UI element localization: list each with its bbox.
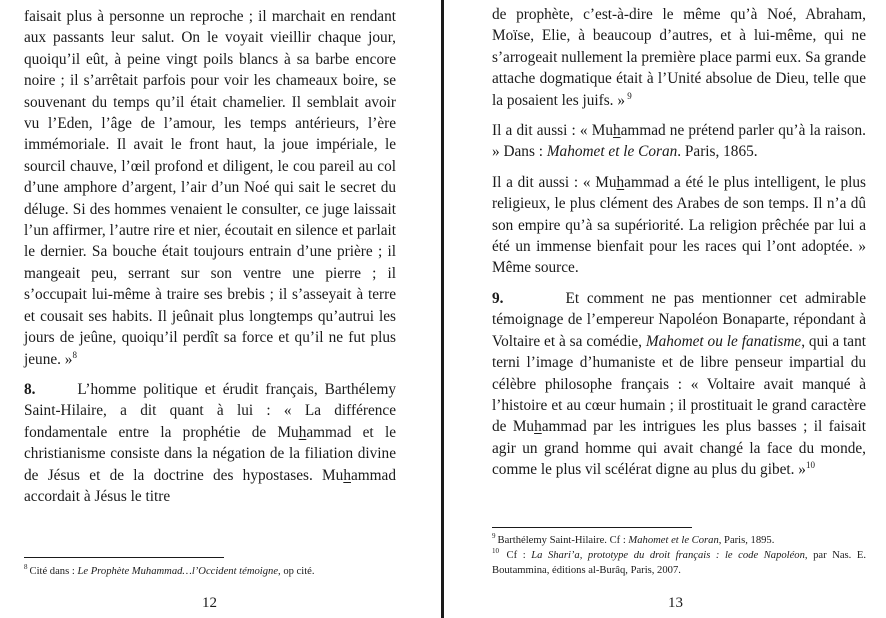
underlined-letter: h — [616, 173, 625, 191]
left-page — [0, 0, 442, 618]
text-run: faisait plus à personne un reproche ; il marchait en rendant aux passants leur salut. On le voyait vieillir chaque jour, quoiqu’il eût, à peine vingt poils blancs à sa barbe encore noire ; il s’arrêtait parfois pour voir les chameaux boire, se souvenant du temps qu’il était chamelier. Il semblait avoir vu l’Eden, l’âge de l’amour, les temps antérieurs, l’ère immémoriale. Il avait le front haut, la joue impériale, le sourcil chauve, l’œil profond et diligent, le cou pareil au col d’une amphore d’argent, l’air d’un Noé qui sait le secret du déluge. Si des hommes venaient le consulter, ce juge laissait l’un affirmer, l’autre rire et nier, écoutait en silence et parlait le dernier. Sa bouche était toujours entrain d’une prière ; il mangeait peu, serrant sur son ventre une pierre ; il s’occupait lui-même à traire ses brebis ; il s’asseyait à terre et cousait ses habits. Il jeûnait plus longtemps qu’autrui les jours de jeûne, quoiqu’il perdît sa force et qu’il ne fut plus jeune. » — [24, 8, 396, 368]
section-number: 8. — [24, 380, 36, 398]
paragraph — [24, 6, 396, 370]
text-run: de prophète, c’est-à-dire le même qu’à Noé, Abraham, Moïse, Elie, à beaucoup d’autres, et à lui-même, qui ne s’arrogeait nullement la première place parmi eux. Sa grande attache dogmatique était à l’Unité absolue de Dieu, telle que la posaient les juifs. » — [492, 6, 866, 109]
text-run: , op cité. — [278, 566, 315, 577]
text-run: Cf : — [501, 550, 532, 561]
footnote-text — [498, 535, 775, 546]
text-run: , par Nas. E. Boutammina, éditions al-Burâq, Paris, 2007. — [492, 550, 866, 576]
paragraph — [492, 4, 866, 111]
text-run: . Paris, 1865. — [677, 143, 758, 161]
text-run: Barthélemy Saint-Hilaire. Cf : — [497, 535, 629, 546]
right-body-text — [492, 4, 866, 490]
footnote-separator — [492, 527, 692, 528]
left-footnotes — [24, 564, 404, 579]
right-footnotes — [492, 533, 866, 578]
footnote-number: 9 — [492, 532, 496, 541]
footnote-number: 8 — [24, 563, 28, 572]
page-number: 12 — [202, 595, 217, 611]
italic-text: Mahomet et le Coran — [546, 143, 678, 161]
footnote — [492, 533, 866, 548]
italic-text: Mahomet ou le fanatisme — [645, 332, 802, 350]
paragraph — [492, 120, 866, 163]
underlined-letter: h — [534, 418, 542, 436]
paragraph — [492, 288, 866, 481]
underlined-letter: h — [612, 122, 621, 140]
text-run: ammad ne prétend parler qu’à la raison. » Dans : — [492, 122, 866, 161]
page-divider — [441, 0, 444, 618]
paragraph — [24, 379, 396, 507]
text-run: , Paris, 1895. — [718, 535, 775, 546]
text-run: ammad accordait à Jésus le titre — [24, 466, 396, 505]
footnote-text — [492, 550, 866, 576]
right-page — [446, 0, 886, 618]
section-number: 9. — [492, 289, 504, 307]
left-body-text — [24, 6, 396, 516]
text-run: ammad par les intrigues les plus basses ; il faisait agir un grand homme qui avait changé la face du monde, comme le plus vil scélérat digne au plus du gibet. » — [492, 418, 866, 479]
text-run: ammad a été le plus intelligent, le plus religieux, le plus clément des Arabes de son temps. Il n’a dû son empire qu’à sa supériorité. La religion prêchée par lui a été un immense bienfait pour les races qui l’ont adoptée. » Même source. — [492, 173, 866, 277]
underlined-letter: h — [343, 466, 351, 484]
footnote-number: 10 — [492, 547, 499, 556]
underlined-letter: h — [298, 423, 307, 441]
footnote-separator — [24, 557, 224, 558]
page-number: 13 — [668, 595, 683, 611]
italic-text: Le Prophète Muhammad…l’Occident témoigne — [77, 566, 279, 577]
footnote — [492, 548, 866, 578]
text-run: L’homme politique et érudit français, Barthélemy Saint-Hilaire, a dit quant à lui : « La différence fondamentale entre la prophétie de Mu — [24, 380, 396, 441]
footnote-ref: 8 — [72, 349, 77, 360]
footnote-text — [30, 566, 315, 577]
footnote — [24, 564, 404, 579]
text-run: Cité dans : — [29, 566, 78, 577]
footnote-ref: 10 — [805, 460, 815, 471]
footnote-ref: 9 — [624, 90, 632, 101]
text-run: ammad et le christianisme consiste dans la négation de la filiation divine de Jésus et de la doctrine des hypostases. Mu — [24, 423, 396, 484]
text-run: Il a dit aussi : « Mu — [492, 122, 613, 140]
italic-text: La Shari’a, prototype du droit français : le code Napoléon — [531, 550, 805, 561]
paragraph — [492, 172, 866, 279]
text-run: Il a dit aussi : « Mu — [492, 173, 617, 191]
text-run: , qui a tant terni l’image d’humaniste et de libre penseur impartial du célèbre philosophe français : « Voltaire avait manqué à l’histoire et au cœur humain ; il prostituait le grand caractère de Mu — [492, 332, 866, 436]
text-run: Et comment ne pas mentionner cet admirable témoignage de l’empereur Napoléon Bonaparte, répondant à Voltaire et à sa comédie, — [492, 289, 866, 350]
italic-text: Mahomet et le Coran — [628, 535, 719, 546]
